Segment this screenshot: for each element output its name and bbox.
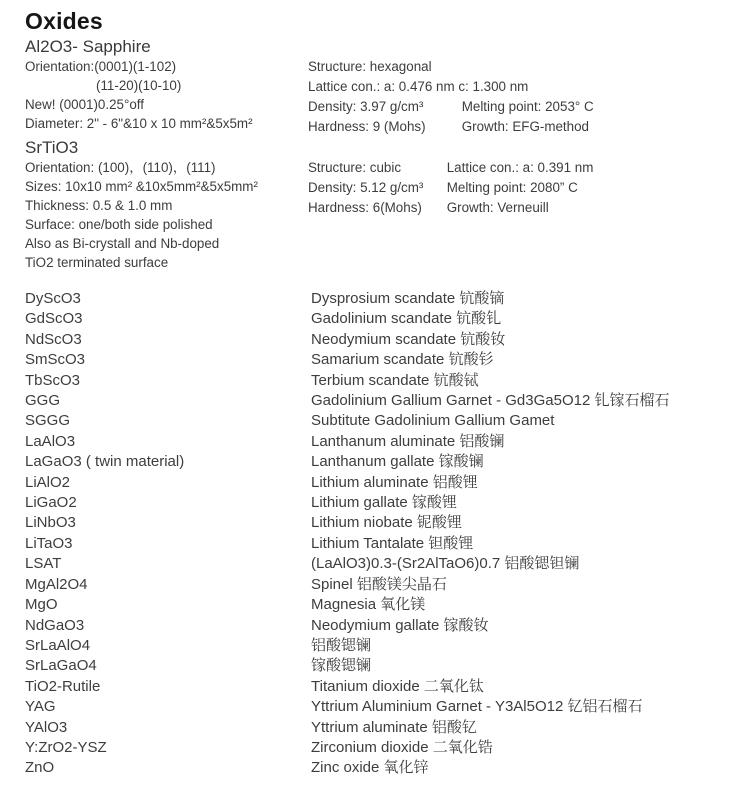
material-description: Neodymium scandate 钪酸钕: [311, 330, 506, 348]
material-formula: LaAlO3: [25, 432, 76, 450]
sapphire-section: [25, 36, 735, 137]
material-row: [25, 289, 735, 309]
material-formula: TbScO3: [25, 371, 81, 389]
sapphire-growth: Growth: EFG-method: [461, 119, 589, 134]
material-row: [25, 554, 735, 574]
material-formula: SrLaGaO4: [25, 657, 97, 675]
material-description: Gadolinium Gallium Garnet - Gd3Ga5O12 钆镓石榴石: [311, 392, 670, 410]
srtio3-hardness-growth: [308, 198, 735, 218]
srtio3-section: [25, 137, 735, 272]
material-row: [25, 493, 735, 513]
srtio3-hardness: Hardness: 6(Mohs): [308, 200, 422, 215]
material-formula: LiTaO3: [25, 534, 73, 552]
material-row: [25, 473, 735, 493]
sapphire-orientation-line2: (11-20)(10-10): [96, 78, 182, 93]
material-formula: LiGaO2: [25, 494, 77, 512]
material-formula: LSAT: [25, 555, 62, 573]
material-row: [25, 309, 735, 329]
material-formula: GGG: [25, 392, 61, 410]
material-description: Lithium aluminate 铝酸锂: [311, 473, 478, 491]
sapphire-new-line: New! (0001)0.25°off: [25, 97, 144, 112]
srtio3-structure-lattice: [308, 158, 735, 178]
material-description: Lithium gallate 镓酸锂: [311, 494, 457, 512]
material-description: Spinel 铝酸镁尖晶石: [311, 575, 447, 593]
material-description: Magnesia 氧化镁: [311, 596, 426, 614]
material-row: [25, 534, 735, 554]
material-description: 铝酸锶镧: [311, 636, 372, 654]
srtio3-density-melting: [308, 178, 735, 198]
material-description: Lithium Tantalate 钽酸锂: [311, 534, 474, 552]
srtio3-bicrystal-line: Also as Bi-crystall and Nb-doped: [25, 236, 220, 251]
srtio3-orientation-line: Orientation: (100)，(110)，(111): [25, 160, 216, 175]
material-row: [25, 371, 735, 391]
sapphire-hardness: Hardness: 9 (Mohs): [308, 119, 426, 134]
sapphire-orientation-line: Orientation:(0001)(1-102): [25, 59, 177, 74]
sapphire-hardness-growth: [308, 117, 735, 137]
material-formula: SGGG: [25, 412, 71, 430]
material-formula: LiNbO3: [25, 514, 76, 532]
srtio3-surface-line: Surface: one/both side polished: [25, 217, 213, 232]
material-formula: YAG: [25, 698, 56, 716]
material-formula: GdScO3: [25, 310, 83, 328]
material-row: [25, 718, 735, 738]
material-formula: MgO: [25, 596, 58, 614]
material-description: Subtitute Gadolinium Gallium Gamet: [311, 412, 555, 430]
material-description: Samarium scandate 钪酸钐: [311, 351, 494, 369]
srtio3-structure: Structure: cubic: [308, 160, 402, 175]
material-formula: NdGaO3: [25, 616, 85, 634]
material-formula: MgAl2O4: [25, 575, 88, 593]
material-description: Zirconium dioxide 二氧化锆: [311, 738, 493, 756]
page-title: Oxides: [25, 8, 103, 34]
material-formula: Y:ZrO2-YSZ: [25, 738, 107, 756]
sapphire-diameter-line: Diameter: 2" - 6"&10 x 10 mm²&5x5m²: [25, 116, 253, 131]
material-row: [25, 636, 735, 656]
material-row: [25, 575, 735, 595]
sapphire-lattice: Lattice con.: a: 0.476 nm c: 1.300 nm: [308, 79, 529, 94]
material-description: Yttrium aluminate 铝酸钇: [311, 718, 477, 736]
material-formula: NdScO3: [25, 330, 82, 348]
material-description: Lanthanum aluminate 铝酸镧: [311, 432, 505, 450]
material-description: Lithium niobate 铌酸锂: [311, 514, 462, 532]
srtio3-terminated-line: TiO2 terminated surface: [25, 255, 169, 270]
material-row: [25, 513, 735, 533]
material-description: Lanthanum gallate 镓酸镧: [311, 453, 484, 471]
material-description: Zinc oxide 氧化锌: [311, 759, 429, 777]
material-row: [25, 391, 735, 411]
srtio3-growth: Growth: Verneuill: [446, 200, 549, 215]
material-row: [25, 656, 735, 676]
material-description: Neodymium gallate 镓酸钕: [311, 616, 489, 634]
material-row: [25, 432, 735, 452]
material-row: [25, 738, 735, 758]
srtio3-heading: SrTiO3: [25, 138, 79, 157]
srtio3-thickness-line: Thickness: 0.5 & 1.0 mm: [25, 198, 173, 213]
material-row: [25, 411, 735, 431]
material-row: [25, 697, 735, 717]
material-formula: TiO2-Rutile: [25, 677, 101, 695]
sapphire-melting-point: Melting point: 2053° C: [461, 99, 594, 114]
material-formula: SrLaAlO4: [25, 636, 91, 654]
material-formula: DyScO3: [25, 290, 81, 307]
srtio3-properties: [308, 158, 735, 218]
sapphire-details: [25, 57, 308, 133]
material-description: 镓酸锶镧: [311, 657, 372, 675]
material-description: (LaAlO3)0.3-(Sr2AlTaO6)0.7 铝酸锶钽镧: [311, 555, 580, 573]
material-formula: YAlO3: [25, 718, 68, 736]
material-row: [25, 616, 735, 636]
sapphire-density-melting: [308, 97, 735, 117]
material-formula: ZnO: [25, 759, 55, 777]
material-description: Yttrium Aluminium Garnet - Y3Al5O12 钇铝石榴石: [311, 698, 643, 716]
material-row: [25, 677, 735, 697]
material-description: Dysprosium scandate 钪酸镝: [311, 290, 505, 307]
material-description: Gadolinium scandate 钪酸钆: [311, 310, 502, 328]
material-row: [25, 595, 735, 615]
material-row: [25, 330, 735, 350]
material-description: Titanium dioxide 二氧化钛: [311, 677, 484, 695]
material-formula: LaGaO3 ( twin material): [25, 453, 185, 471]
sapphire-properties: [308, 57, 735, 137]
material-row: [25, 758, 735, 778]
srtio3-melting-point: Melting point: 2080” C: [446, 180, 578, 195]
srtio3-details: [25, 158, 308, 272]
srtio3-sizes-line: Sizes: 10x10 mm² &10x5mm²&5x5mm²: [25, 179, 258, 194]
sapphire-structure: Structure: hexagonal: [308, 59, 432, 74]
sapphire-density: Density: 3.97 g/cm³: [308, 99, 424, 114]
material-row: [25, 350, 735, 370]
srtio3-density: Density: 5.12 g/cm³: [308, 180, 424, 195]
srtio3-lattice: Lattice con.: a: 0.391 nm: [446, 160, 594, 175]
materials-list: [25, 289, 735, 779]
material-formula: LiAlO2: [25, 473, 71, 491]
material-description: Terbium scandate 钪酸铽: [311, 371, 479, 389]
material-row: [25, 452, 735, 472]
material-formula: SmScO3: [25, 351, 86, 369]
sapphire-heading: Al2O3- Sapphire: [25, 37, 151, 56]
